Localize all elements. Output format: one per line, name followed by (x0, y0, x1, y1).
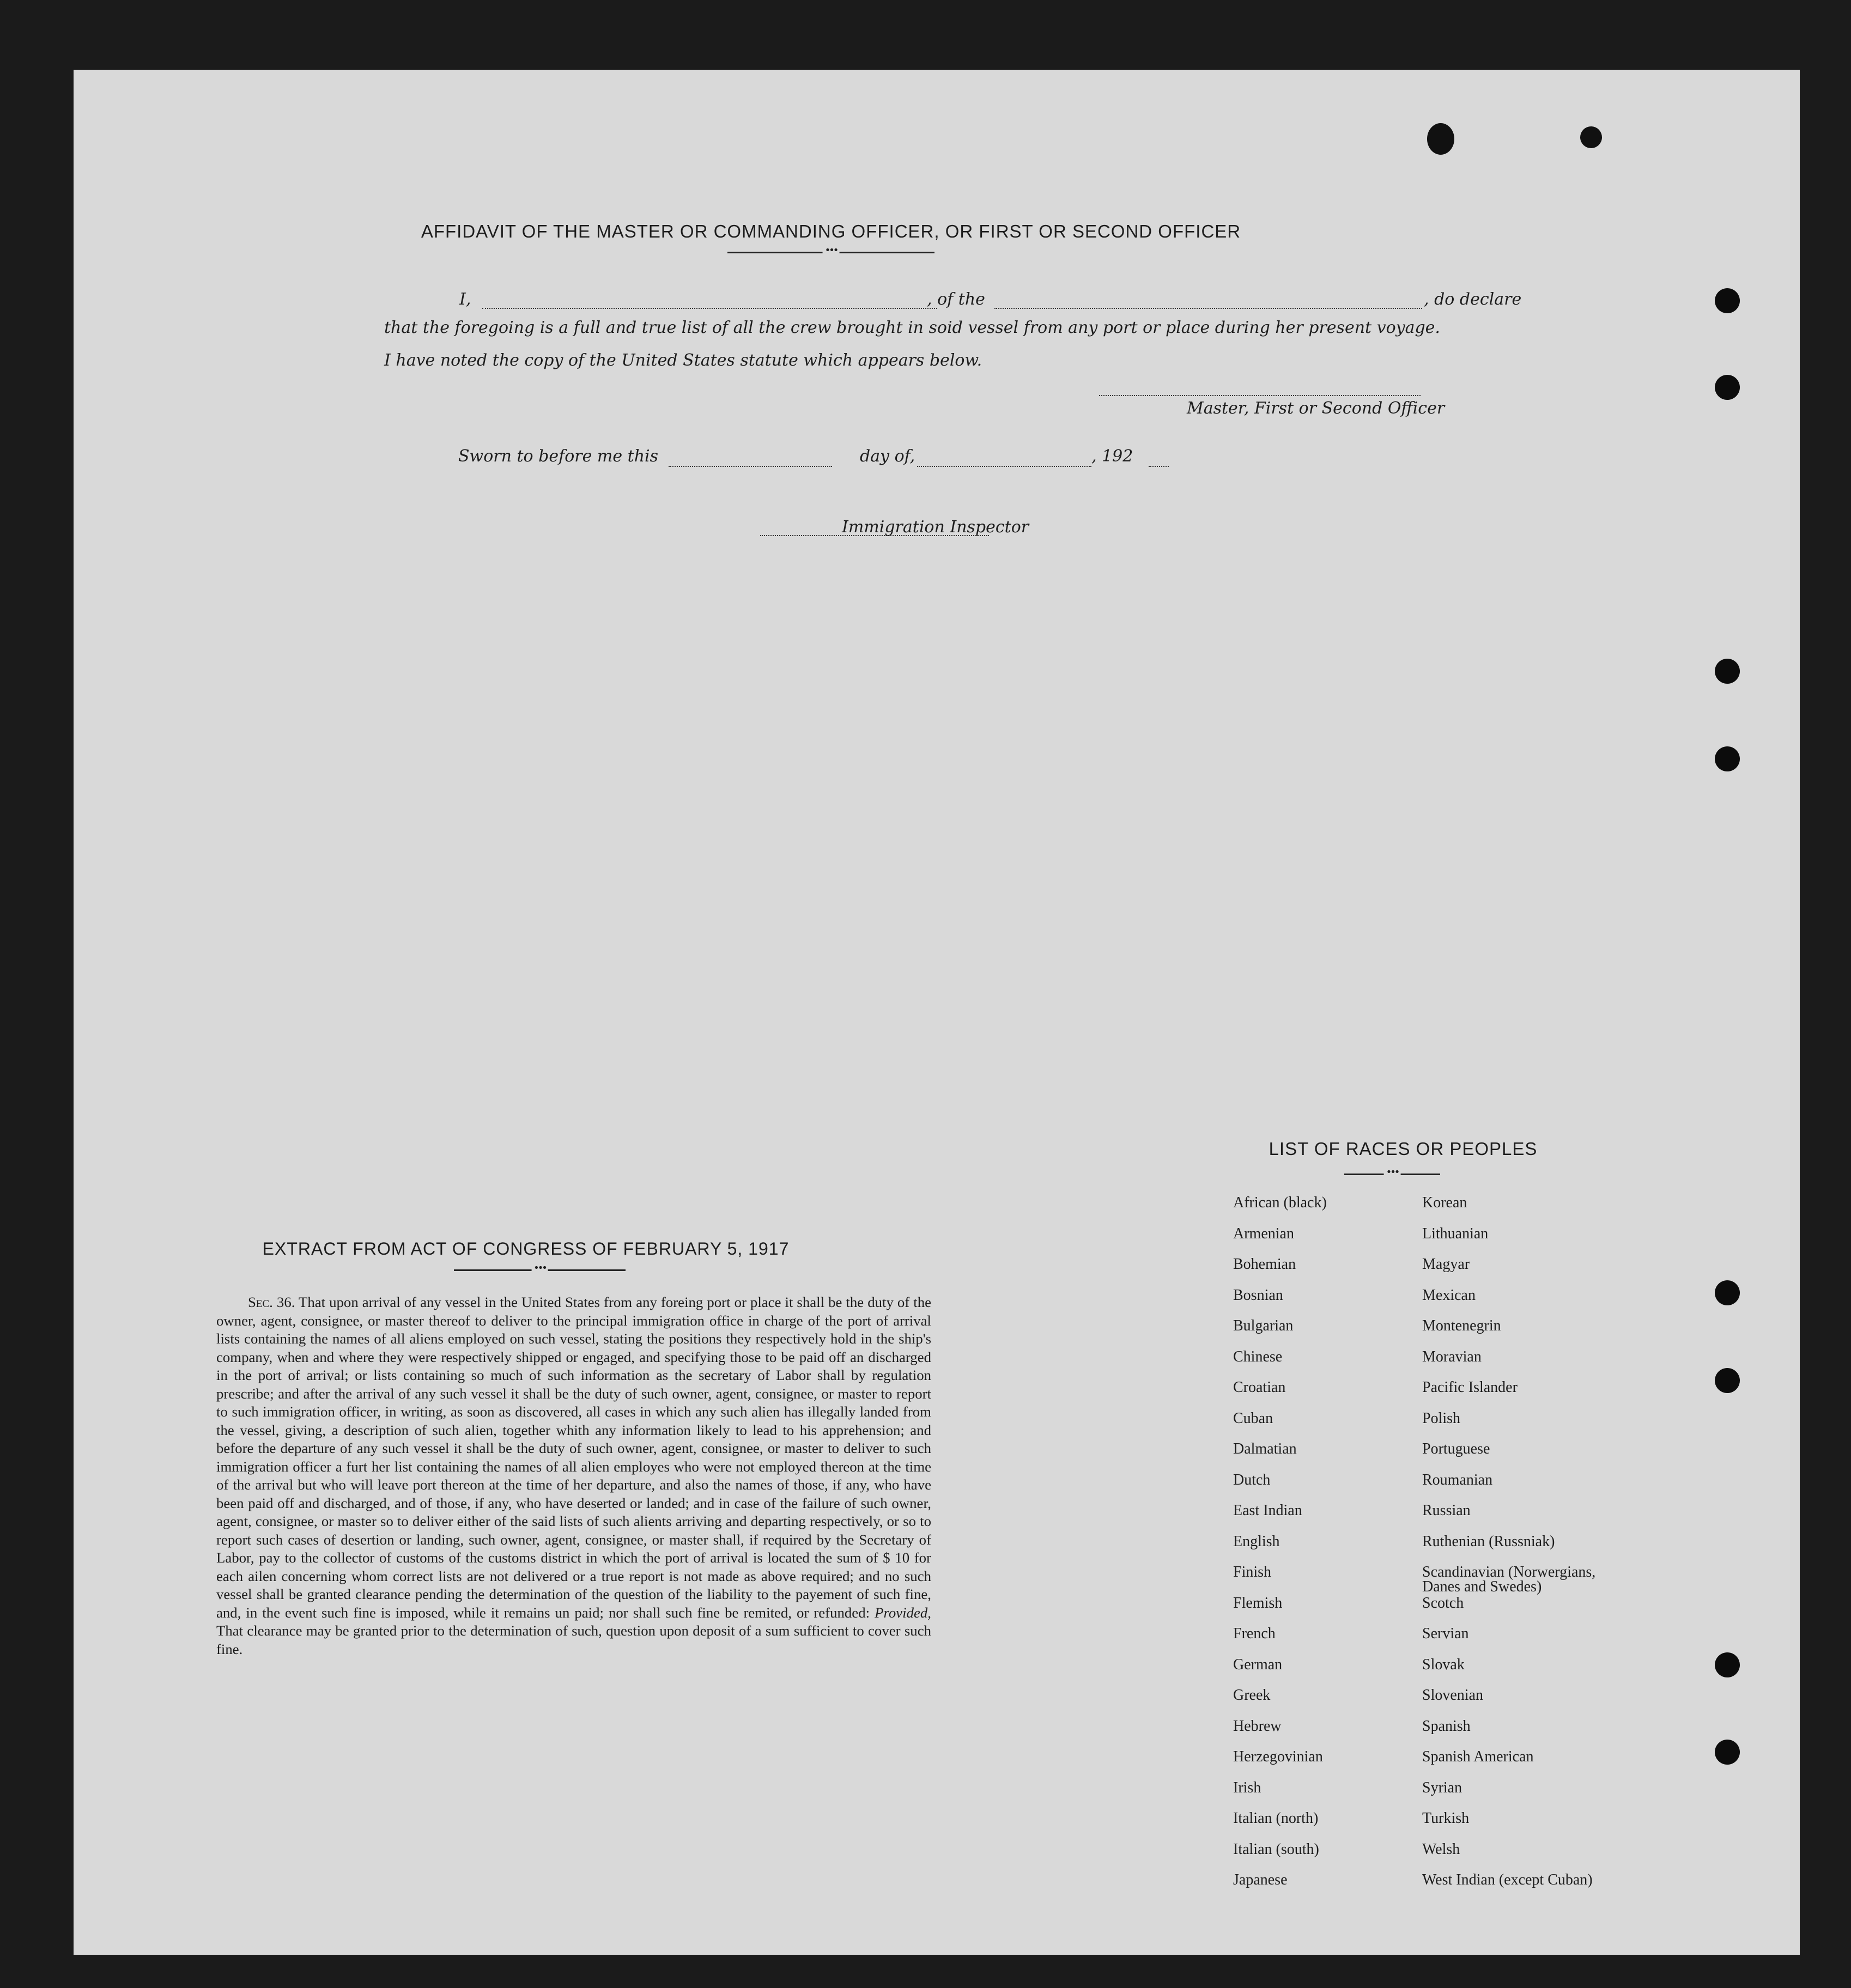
race-item: Pacific Islander (1422, 1379, 1518, 1396)
affidavit-statement: that the foregoing is a full and true list of all the crew brought in soid vessel from any port or place during her present voyage. (384, 318, 1440, 337)
affidavit-title-rule (727, 252, 934, 253)
sworn-day-field[interactable] (669, 466, 832, 467)
race-item: Herzegovinian (1233, 1748, 1323, 1765)
punch-hole (1715, 1740, 1740, 1765)
race-item: Finish (1233, 1564, 1272, 1580)
race-item: East Indian (1233, 1502, 1302, 1519)
affidavit-declarant-label: I, (459, 290, 471, 309)
race-item: Bohemian (1233, 1256, 1296, 1273)
race-item: West Indian (except Cuban) (1422, 1871, 1593, 1888)
race-item: Welsh (1422, 1840, 1460, 1858)
race-item: Slovak (1422, 1656, 1465, 1673)
punch-hole (1715, 1280, 1740, 1305)
ink-blot (1427, 123, 1454, 155)
affidavit-statute-note: I have noted the copy of the United States statute which appears below. (384, 351, 982, 370)
races-title: LIST OF RACES OR PEOPLES (1269, 1139, 1538, 1159)
race-item: Syrian (1422, 1779, 1462, 1796)
race-item: Bosnian (1233, 1286, 1283, 1304)
race-item: Italian (north) (1233, 1810, 1319, 1827)
race-item: Italian (south) (1233, 1840, 1319, 1858)
punch-hole (1715, 288, 1740, 313)
affidavit-declare-label: , do declare (1424, 290, 1522, 309)
ink-blot (1580, 126, 1602, 148)
races-left-column (1233, 1195, 1327, 1904)
sworn-day-label: day of, (860, 447, 915, 466)
race-item: German (1233, 1656, 1283, 1673)
officer-signature-caption: Master, First or Second Officer (1187, 399, 1445, 418)
race-item: Magyar (1422, 1256, 1470, 1273)
extract-title: EXTRACT FROM ACT OF CONGRESS OF FEBRUARY 5, 1917 (262, 1239, 790, 1259)
race-item: Ruthenian (Russniak) (1422, 1533, 1555, 1550)
race-item: Roumanian (1422, 1471, 1493, 1488)
extract-text: That upon arrival of any vessel in the United States from any foreing port or place it shall be the duty of the owner, agent, consignee, or master thereof to deliver to the principal immigration office in charge of the port of arrival lists containing the names of all aliens employed on such vessel, stating the positions they respectively hold in the ship's company, when and where they were respectively shipped or engaged, and specifying those to be paid off an discharged in the port of arrival; or lists containing so much of such information as the secretary of Labor shall by regulation prescribe; and after the arrival of any such vessel it shall be the duty of such owner, agent, consignee, or master to report to such immigration officer, in writing, as soon as discovered, all cases in which any such alien has illegally landed from the vessel, giving, a description of such alien, together whith any information likely to lead to his apprehension; and before the departure of any such vessel it shall be the duty of such owner, agent, consignee, or master to deliver to such immigration officer a furt her list containing the names of all alien employes who were not employed thereon at the time of the arrival but who will leave port thereon at the time of her departure, and also the names of those, if any, who have been paid off and discharged, and of those, if any, who have deserted or landed; and in case of the failure of such owner, agent, consignee, or master so to deliver either of the said lists of such alients arriving and departing respectively, or so to report such cases of desertion or landing, such owner, agent, consignee, or master shall, if required by the Secretary of Labor, pay to the collector of customs of the customs district in which the port of arrival is located the sum of $ 10 for each ailen concerning whom correct lists are not delivered or a true report is not made as above required; and no such vessel shall be granted clearance pending the determination of the question of the liability to the payement of such fine, and, in the event such fine is imposed, while it remains un paid; nor shall such fine be remited, or refunded: (216, 1294, 931, 1621)
race-item: Scandinavian (Norwergians, Danes and Swedes) (1422, 1564, 1596, 1595)
race-item: Japanese (1233, 1871, 1288, 1888)
punch-hole (1715, 659, 1740, 684)
section-label: Sec. 36. (248, 1294, 295, 1310)
race-item: Hebrew (1233, 1717, 1282, 1735)
punch-hole (1715, 1368, 1740, 1393)
punch-hole (1715, 375, 1740, 400)
sworn-month-field[interactable] (917, 466, 1091, 467)
race-item: Dalmatian (1233, 1440, 1297, 1457)
race-item: Slovenian (1422, 1687, 1483, 1704)
sworn-label: Sworn to before me this (458, 447, 659, 466)
sworn-year-label: , 192 (1091, 447, 1133, 466)
race-item: Spanish American (1422, 1748, 1534, 1765)
race-item: Korean (1422, 1194, 1467, 1211)
race-item: French (1233, 1625, 1276, 1642)
inspector-caption: Immigration Inspector (842, 518, 1029, 537)
race-item: English (1233, 1533, 1280, 1550)
race-item: Turkish (1422, 1810, 1470, 1827)
punch-hole (1715, 746, 1740, 771)
race-item: Moravian (1422, 1348, 1482, 1365)
race-item: Mexican (1422, 1286, 1476, 1304)
race-item: Scotch (1422, 1594, 1464, 1612)
race-item: Croatian (1233, 1379, 1286, 1396)
race-item: Russian (1422, 1502, 1471, 1519)
race-item: Irish (1233, 1779, 1261, 1796)
races-title-rule (1344, 1174, 1440, 1175)
declarant-name-field[interactable] (482, 308, 937, 309)
race-item: Armenian (1233, 1225, 1294, 1242)
extract-title-rule (454, 1269, 626, 1271)
extract-proviso: Provided, (875, 1604, 932, 1621)
race-item: African (black) (1233, 1194, 1327, 1211)
punch-hole (1715, 1652, 1740, 1677)
race-item: Flemish (1233, 1594, 1283, 1612)
extract-text-end: That clearance may be granted prior to the determination of such, question upon deposit of a sum sufficient to cover such fine. (216, 1622, 931, 1657)
vessel-name-field[interactable] (994, 308, 1422, 309)
race-item: Bulgarian (1233, 1317, 1294, 1334)
officer-signature-field[interactable] (1099, 395, 1421, 396)
race-item: Polish (1422, 1409, 1461, 1427)
race-item: Dutch (1233, 1471, 1271, 1488)
race-item: Cuban (1233, 1409, 1273, 1427)
race-item: Chinese (1233, 1348, 1283, 1365)
document-page (74, 70, 1800, 1955)
race-item: Lithuanian (1422, 1225, 1489, 1242)
affidavit-title: AFFIDAVIT OF THE MASTER OR COMMANDING OFFICER, OR FIRST OR SECOND OFFICER (421, 221, 1241, 241)
extract-body (216, 1293, 931, 1658)
race-item: Greek (1233, 1687, 1271, 1704)
race-item: Montenegrin (1422, 1317, 1501, 1334)
race-item: Portuguese (1422, 1440, 1490, 1457)
race-item: Spanish (1422, 1717, 1471, 1735)
race-item: Servian (1422, 1625, 1469, 1642)
sworn-year-field[interactable] (1149, 466, 1169, 467)
affidavit-of-the-label: , of the (927, 290, 985, 309)
races-right-column (1422, 1195, 1595, 1904)
